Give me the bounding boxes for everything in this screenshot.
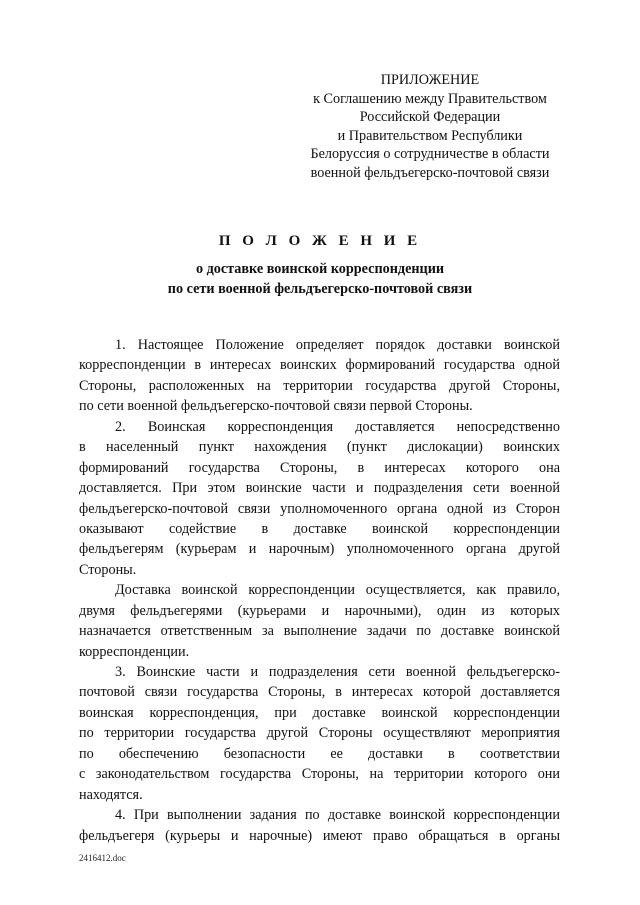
body-line: почтовой связи государства Стороны, в интересах которой доставляется bbox=[79, 684, 560, 701]
document-subtitle-line: о доставке воинской корреспонденции bbox=[195, 261, 445, 277]
body-line: по территории государства другой Стороны осуществляют мероприятия bbox=[79, 725, 560, 742]
annex-line: и Правительством Республики bbox=[337, 127, 523, 144]
body-line: 3. Воинские части и подразделения сети военной фельдъегерско- bbox=[115, 664, 560, 680]
body-line: оказывают содействие в доставке воинской корреспонденции bbox=[79, 520, 560, 537]
body-line: 1. Настоящее Положение определяет порядок доставки воинской bbox=[115, 337, 560, 353]
body-line: 4. При выполнении задания по доставке воинской корреспонденции bbox=[115, 807, 560, 824]
document-body bbox=[79, 335, 560, 846]
document-title: П О Л О Ж Е Н И Е bbox=[218, 233, 422, 249]
body-line: фельдъегерско-почтовой связи уполномоченного органа одной из Сторон bbox=[79, 500, 560, 517]
body-line: Доставка воинской корреспонденции осуществляется, как правило, bbox=[115, 582, 560, 599]
annex-line: Российской Федерации bbox=[359, 109, 501, 126]
annex-line: ПРИЛОЖЕНИЕ bbox=[380, 72, 480, 88]
body-line: фельдъегеря (курьеры и нарочные) имеют право обращаться в органы bbox=[79, 827, 560, 844]
body-line: находятся. bbox=[79, 786, 143, 803]
body-line: по сети военной фельдъегерско-почтовой связи первой Стороны. bbox=[79, 398, 473, 415]
body-line: фельдъегерям (курьерам и нарочным) уполномоченного органа другой bbox=[79, 541, 560, 558]
annex-header bbox=[300, 71, 560, 183]
body-line: корреспонденции. bbox=[79, 643, 190, 660]
body-line: Стороны. bbox=[79, 561, 137, 578]
body-line: корреспонденции в интересах воинских формирований государства одной bbox=[79, 357, 560, 374]
body-line: формирований государства Стороны, в интересах которого она bbox=[79, 459, 560, 476]
body-line: назначается ответственным за выполнение задачи по доставке воинской bbox=[79, 623, 560, 640]
body-line: двумя фельдъегерями (курьерами и нарочными), один из которых bbox=[79, 602, 560, 619]
annex-line: военной фельдъегерско-почтовой связи bbox=[310, 164, 550, 181]
annex-line: к Соглашению между Правительством bbox=[313, 90, 547, 107]
annex-line: Белоруссия о сотрудничестве в области bbox=[310, 146, 550, 163]
body-line: Стороны, расположенных на территории государства другой Стороны, bbox=[79, 377, 560, 394]
body-line: 2. Воинская корреспонденция доставляется непосредственно bbox=[115, 418, 560, 435]
document-subtitle-line: по сети военной фельдъегерско-почтовой связи bbox=[167, 281, 473, 297]
body-line: с законодательством государства Стороны, на территории которого они bbox=[79, 766, 560, 783]
body-line: по обеспечению безопасности ее доставки в соответствии bbox=[79, 745, 560, 762]
body-line: доставляется. При этом воинские части и подразделения сети военной bbox=[79, 480, 560, 497]
body-line: воинская корреспонденция, при доставке воинской корреспонденции bbox=[79, 704, 560, 721]
file-name-footer: 2416412.doc bbox=[79, 853, 126, 863]
body-line: в населенный пункт нахождения (пункт дислокации) воинских bbox=[79, 439, 560, 456]
